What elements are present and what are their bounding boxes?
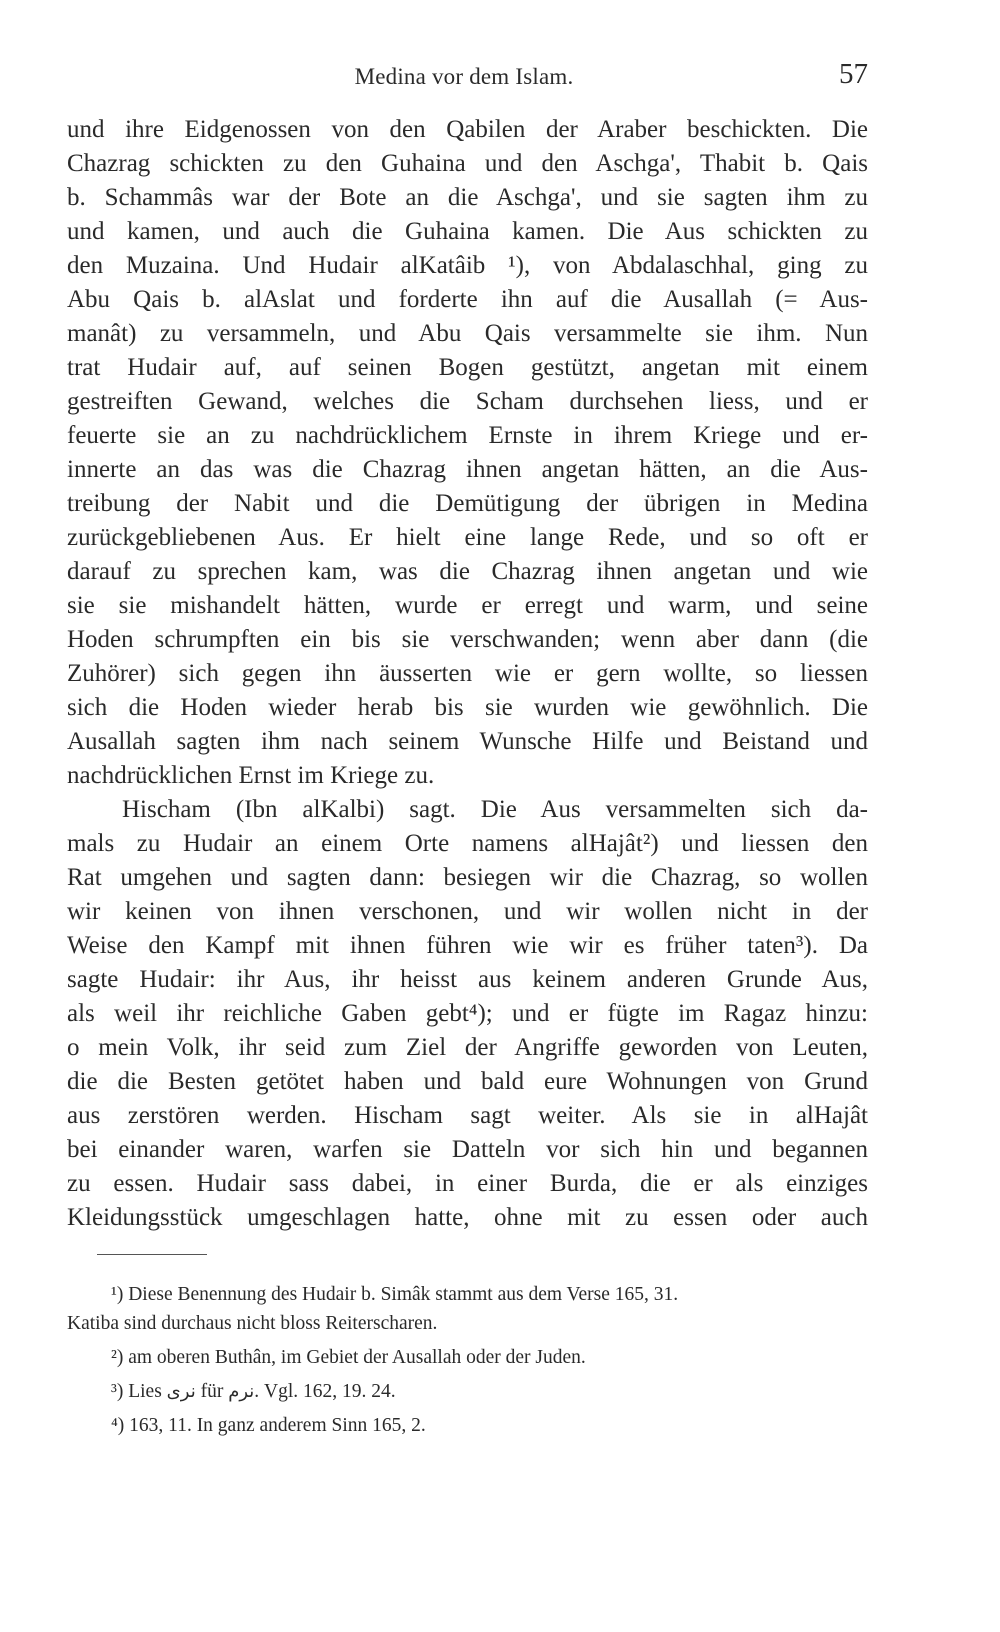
text-line: und kamen, und auch die Guhaina kamen. Die Aus schickten zu	[67, 218, 868, 245]
text-line: Rat umgehen und sagten dann: besiegen wir die Chazrag, so wollen	[67, 864, 868, 891]
text-line: Weise den Kampf mit ihnen führen wie wir es früher taten³). Da	[67, 932, 868, 959]
text-line: sie sie mishandelt hätten, wurde er erregt und warm, und seine	[67, 592, 868, 619]
text-line: die die Besten getötet haben und bald eure Wohnungen von Grund	[67, 1068, 868, 1095]
footnote-1-continued: Katiba sind durchaus nicht bloss Reiterscharen.	[67, 1313, 438, 1334]
text-line: mals zu Hudair an einem Orte namens alHajât²) und liessen den	[67, 830, 868, 857]
text-line: innerte an das was die Chazrag ihnen angetan hätten, an die Aus-	[67, 456, 868, 483]
text-line: Hischam (Ibn alKalbi) sagt. Die Aus versammelten sich da-	[122, 796, 868, 823]
arabic-word-1: نرى	[166, 1381, 196, 1402]
footnote-2: ²) am oberen Buthân, im Gebiet der Ausallah oder der Juden.	[111, 1347, 586, 1368]
footnote-rule	[97, 1254, 207, 1255]
page-number: 57	[839, 58, 868, 90]
arabic-word-2: نرم	[228, 1381, 255, 1402]
footnote-3-mid: für	[200, 1381, 224, 1402]
text-line: den Muzaina. Und Hudair alKatâib ¹), von Abdalaschhal, ging zu	[67, 252, 868, 279]
footnote-3-lead: ³) Lies	[111, 1381, 162, 1402]
footnote-3	[67, 1377, 868, 1406]
body-text	[67, 113, 868, 1235]
text-line: aus zerstören werden. Hischam sagt weiter. Als sie in alHajât	[67, 1102, 868, 1129]
running-head: Medina vor dem Islam.	[354, 64, 574, 89]
text-line: Hoden schrumpften ein bis sie verschwanden; wenn aber dann (die	[67, 626, 868, 653]
text-line: wir keinen von ihnen verschonen, und wir wollen nicht in der	[67, 898, 868, 925]
text-line: feuerte sie an zu nachdrücklichem Ernste in ihrem Kriege und er-	[67, 422, 868, 449]
text-line: Zuhörer) sich gegen ihn äusserten wie er gern wollte, so liessen	[67, 660, 868, 687]
page-header	[60, 58, 868, 98]
text-line: b. Schammâs war der Bote an die Aschga', und sie sagten ihm zu	[67, 184, 868, 211]
text-line: sagte Hudair: ihr Aus, ihr heisst aus keinem anderen Grunde Aus,	[67, 966, 868, 993]
text-line: als weil ihr reichliche Gaben gebt⁴); und er fügte im Ragaz hinzu:	[67, 1000, 868, 1027]
text-line: Abu Qais b. alAslat und forderte ihn auf die Ausallah (= Aus-	[67, 286, 868, 313]
text-line: bei einander waren, warfen sie Datteln vor sich hin und begannen	[67, 1136, 868, 1163]
footnotes	[67, 1280, 868, 1440]
text-line: treibung der Nabit und die Demütigung der übrigen in Medina	[67, 490, 868, 517]
footnote-4: ⁴) 163, 11. In ganz anderem Sinn 165, 2.	[111, 1415, 426, 1436]
text-line: manât) zu versammeln, und Abu Qais versammelte sie ihm. Nun	[67, 320, 868, 347]
footnote-3-tail: . Vgl. 162, 19. 24.	[254, 1381, 396, 1402]
text-line: gestreiften Gewand, welches die Scham durchsehen liess, und er	[67, 388, 868, 415]
text-line: trat Hudair auf, auf seinen Bogen gestützt, angetan mit einem	[67, 354, 868, 381]
text-line: Ausallah sagten ihm nach seinem Wunsche Hilfe und Beistand und	[67, 728, 868, 755]
text-line: nachdrücklichen Ernst im Kriege zu.	[67, 762, 435, 789]
text-line: und ihre Eidgenossen von den Qabilen der Araber beschickten. Die	[67, 116, 868, 143]
text-line: Kleidungsstück umgeschlagen hatte, ohne mit zu essen oder auch	[67, 1204, 868, 1231]
text-line: zurückgebliebenen Aus. Er hielt eine lange Rede, und so oft er	[67, 524, 868, 551]
text-line: o mein Volk, ihr seid zum Ziel der Angriffe geworden von Leuten,	[67, 1034, 868, 1061]
text-line: Chazrag schickten zu den Guhaina und den Aschga', Thabit b. Qais	[67, 150, 868, 177]
footnote-1: ¹) Diese Benennung des Hudair b. Simâk stammt aus dem Verse 165, 31.	[111, 1284, 679, 1305]
text-line: sich die Hoden wieder herab bis sie wurden wie gewöhnlich. Die	[67, 694, 868, 721]
text-line: darauf zu sprechen kam, was die Chazrag ihnen angetan und wie	[67, 558, 868, 585]
text-line: zu essen. Hudair sass dabei, in einer Burda, die er als einziges	[67, 1170, 868, 1197]
